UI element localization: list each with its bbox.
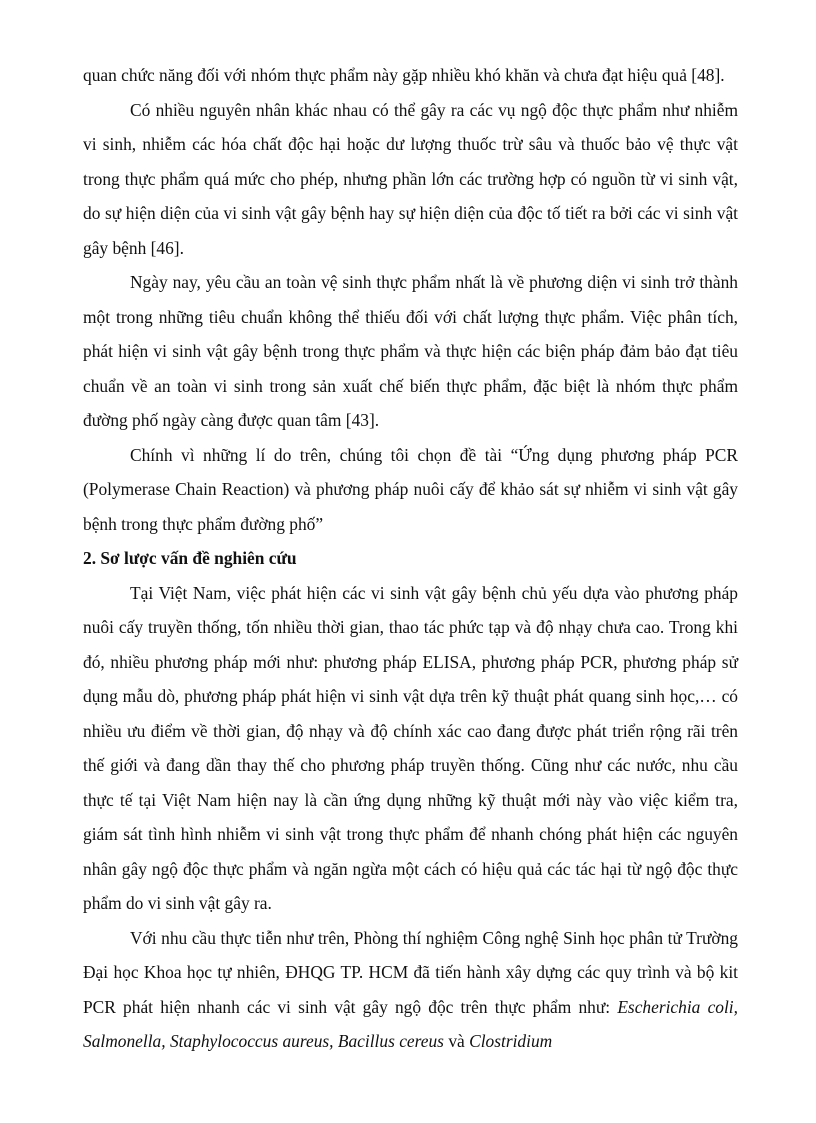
species-clostridium: Clostridium xyxy=(469,1031,553,1051)
paragraph-safety-requirements: Ngày nay, yêu cầu an toàn vệ sinh thực phẩm nhất là về phương diện vi sinh trở thành một trong những tiêu chuẩn không thể thiếu đối với chất lượng thực phẩm. Việc phân tích, phát hiện vi sinh vật gây bệnh trong thực phẩm và thực hiện các biện pháp đảm bảo đạt tiêu chuẩn về an toàn vi sinh trong sản xuất chế biến thực phẩm, đặc biệt là nhóm thực phẩm đường phố ngày càng được quan tâm [43]. xyxy=(83,272,738,430)
paragraph-causes: Có nhiều nguyên nhân khác nhau có thể gây ra các vụ ngộ độc thực phẩm như nhiễm vi sinh, nhiễm các hóa chất độc hại hoặc dư lượng thuốc trừ sâu và thuốc bảo vệ thực vật trong thực phẩm quá mức cho phép, nhưng phần lớn các trường hợp có nguồn từ vi sinh vật, do sự hiện diện của vi sinh vật gây bệnh hay sự hiện diện của độc tố tiết ra bởi các vi sinh vật gây bệnh [46]. xyxy=(83,99,738,258)
paragraph-laboratory xyxy=(83,921,738,1059)
paragraph-topic-choice: Chính vì những lí do trên, chúng tôi chọn đề tài “Ứng dụng phương pháp PCR (Polymerase Chain Reaction) và phương pháp nuôi cấy để khảo sát sự nhiễm vi sinh vật gây bệnh trong thực phẩm đường phố” xyxy=(83,444,738,534)
laboratory-intro-text: Với nhu cầu thực tiễn như trên, Phòng thí nghiệm Công nghệ Sinh học phân tử Trường Đại học Khoa học tự nhiên, ĐHQG TP. HCM đã tiến hành xây dựng các quy trình và bộ kit PCR phát hiện nhanh các vi sinh vật gây ngộ độc trên thực phẩm như: xyxy=(83,927,738,1017)
conjunction-text: và xyxy=(448,1031,465,1051)
paragraph-vietnam-methods: Tại Việt Nam, việc phát hiện các vi sinh vật gây bệnh chủ yếu dựa vào phương pháp nuôi cấy truyền thống, tốn nhiều thời gian, thao tác phức tạp và độ nhạy chưa cao. Trong khi đó, nhiều phương pháp mới như: phương pháp ELISA, phương pháp PCR, phương pháp sử dụng mẫu dò, phương pháp phát hiện vi sinh vật dựa trên kỹ thuật phát quang sinh học,… có nhiều ưu điểm về thời gian, độ nhạy và độ chính xác cao đang được phát triển rộng rãi trên thế giới và đang dần thay thế cho phương pháp truyền thống. Cũng như các nước, nhu cầu thực tế tại Việt Nam hiện nay là cần ứng dụng những kỹ thuật mới này vào việc kiểm tra, giám sát tình hình nhiễm vi sinh vật trong thực phẩm để nhanh chóng phát hiện các nguyên nhân gây ngộ độc thực phẩm và ngăn ngừa một cách có hiệu quả các tác hại từ ngộ độc thực phẩm do vi sinh vật gây ra. xyxy=(83,582,738,913)
document-page xyxy=(83,58,738,1059)
paragraph-continuation: quan chức năng đối với nhóm thực phẩm này gặp nhiều khó khăn và chưa đạt hiệu quả [48]. xyxy=(83,65,725,85)
section-heading: 2. Sơ lược vấn đề nghiên cứu xyxy=(83,548,297,568)
species-list: Escherichia coli, Salmonella, Staphylococcus aureus, Bacillus cereus xyxy=(83,996,738,1051)
